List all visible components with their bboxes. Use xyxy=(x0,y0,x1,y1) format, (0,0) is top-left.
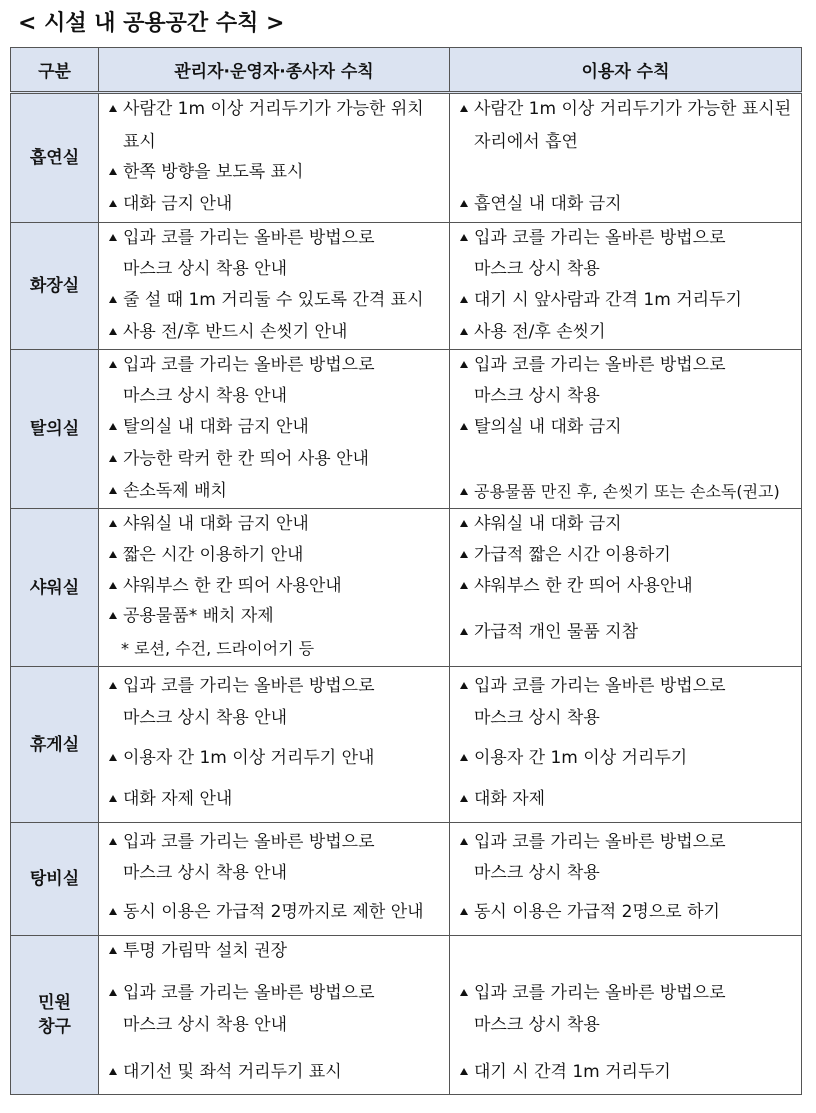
bullet-triangle-icon xyxy=(460,296,468,303)
bullet-triangle-icon xyxy=(109,105,117,112)
bullet-triangle-icon xyxy=(460,551,468,558)
list-item: 입과 코를 가리는 올바른 방법으로 xyxy=(460,223,793,254)
bullet-triangle-icon xyxy=(109,520,117,527)
bullet-triangle-icon xyxy=(460,628,468,635)
list-item: 샤워부스 한 칸 띄어 사용안내 xyxy=(109,571,441,602)
bullet-triangle-icon xyxy=(109,234,117,241)
area-label: 탈의실 xyxy=(11,350,99,509)
user-rules-cell xyxy=(450,936,802,1095)
area-label-line: 창구 xyxy=(38,1017,71,1037)
list-item: 입과 코를 가리는 올바른 방법으로 xyxy=(460,978,793,1009)
list-item: 입과 코를 가리는 올바른 방법으로 xyxy=(460,827,793,858)
bullet-triangle-icon xyxy=(460,795,468,802)
list-item-continuation: 자리에서 흡연 xyxy=(474,132,578,152)
table-row-service-counter xyxy=(11,936,802,1095)
bullet-triangle-icon xyxy=(109,682,117,689)
bullet-triangle-icon xyxy=(460,328,468,335)
list-item: 입과 코를 가리는 올바른 방법으로 xyxy=(109,671,441,702)
list-item: 대화 자제 안내 xyxy=(109,784,441,815)
manager-rules-cell xyxy=(99,936,450,1095)
list-item: 흡연실 내 대화 금지 xyxy=(460,189,793,220)
list-item-continuation: 마스크 상시 착용 xyxy=(474,708,600,728)
rules-table xyxy=(10,47,802,1095)
list-item: 대화 금지 안내 xyxy=(109,189,441,220)
bullet-triangle-icon xyxy=(109,1068,117,1075)
bullet-triangle-icon xyxy=(460,1068,468,1075)
list-item: 가능한 락커 한 칸 띄어 사용 안내 xyxy=(109,444,441,475)
page-title: < 시설 내 공용공간 수칙 > xyxy=(18,11,285,36)
manager-rules-cell xyxy=(99,823,450,936)
list-item: 동시 이용은 가급적 2명까지로 제한 안내 xyxy=(109,897,441,928)
area-label: 흡연실 xyxy=(11,93,99,223)
user-rules-cell xyxy=(450,509,802,667)
bullet-triangle-icon xyxy=(109,168,117,175)
table-row-changing-room xyxy=(11,350,802,509)
user-rules-cell xyxy=(450,223,802,350)
bullet-triangle-icon xyxy=(109,328,117,335)
bullet-triangle-icon xyxy=(109,200,117,207)
list-item: 투명 가림막 설치 권장 xyxy=(109,936,441,967)
list-item: 입과 코를 가리는 올바른 방법으로 xyxy=(109,827,441,858)
list-item: 손소독제 배치 xyxy=(109,476,441,507)
bullet-triangle-icon xyxy=(460,582,468,589)
list-item: 입과 코를 가리는 올바른 방법으로 xyxy=(109,350,441,381)
bullet-triangle-icon xyxy=(109,361,117,368)
header-manager-rules: 관리자·운영자·종사자 수칙 xyxy=(99,48,450,93)
list-item: 사람간 1m 이상 거리두기가 가능한 위치 xyxy=(109,94,441,125)
table-row-shower-room xyxy=(11,509,802,667)
list-item: 입과 코를 가리는 올바른 방법으로 xyxy=(460,671,793,702)
area-label: 탕비실 xyxy=(11,823,99,936)
list-item: 샤워실 내 대화 금지 안내 xyxy=(109,509,441,540)
table-header-row xyxy=(11,48,802,93)
list-item-continuation: 마스크 상시 착용 xyxy=(474,259,600,279)
bullet-triangle-icon xyxy=(460,488,468,495)
bullet-triangle-icon xyxy=(109,908,117,915)
list-item-continuation: 마스크 상시 착용 안내 xyxy=(123,386,288,406)
table-row-restroom xyxy=(11,223,802,350)
bullet-triangle-icon xyxy=(460,754,468,761)
table-row-lounge xyxy=(11,667,802,823)
list-item-continuation: 마스크 상시 착용 안내 xyxy=(123,259,288,279)
list-item: 대기 시 간격 1m 거리두기 xyxy=(460,1057,793,1088)
list-item-continuation: 마스크 상시 착용 안내 xyxy=(123,708,288,728)
list-item: 공용물품 만진 후, 손씻기 또는 손소독(권고) xyxy=(460,476,793,507)
user-rules-cell xyxy=(450,823,802,936)
list-item: 한쪽 방향을 보도록 표시 xyxy=(109,157,441,188)
list-item: 이용자 간 1m 이상 거리두기 안내 xyxy=(109,743,441,774)
bullet-triangle-icon xyxy=(109,487,117,494)
bullet-triangle-icon xyxy=(460,234,468,241)
bullet-triangle-icon xyxy=(109,455,117,462)
footnote: * 로션, 수건, 드라이어기 등 xyxy=(121,639,315,658)
list-item: 대화 자제 xyxy=(460,784,793,815)
list-item: 입과 코를 가리는 올바른 방법으로 xyxy=(109,978,441,1009)
list-item: 샤워부스 한 칸 띄어 사용안내 xyxy=(460,571,793,602)
bullet-triangle-icon xyxy=(460,361,468,368)
bullet-triangle-icon xyxy=(109,423,117,430)
manager-rules-cell xyxy=(99,667,450,823)
list-item: 사용 전/후 반드시 손씻기 안내 xyxy=(109,317,441,348)
list-item: 짧은 시간 이용하기 안내 xyxy=(109,540,441,571)
manager-rules-cell xyxy=(99,509,450,667)
bullet-triangle-icon xyxy=(460,908,468,915)
user-rules-cell xyxy=(450,93,802,223)
list-item-continuation: 마스크 상시 착용 xyxy=(474,386,600,406)
bullet-triangle-icon xyxy=(109,612,117,619)
list-item: 동시 이용은 가급적 2명으로 하기 xyxy=(460,897,793,928)
list-item-continuation: 표시 xyxy=(123,132,156,152)
bullet-triangle-icon xyxy=(109,947,117,954)
bullet-triangle-icon xyxy=(109,551,117,558)
bullet-triangle-icon xyxy=(460,520,468,527)
list-item: 샤워실 내 대화 금지 xyxy=(460,509,793,540)
bullet-triangle-icon xyxy=(109,754,117,761)
list-item-continuation: 마스크 상시 착용 xyxy=(474,863,600,883)
list-item-continuation: 마스크 상시 착용 xyxy=(474,1015,600,1035)
list-item: 탈의실 내 대화 금지 xyxy=(460,412,793,443)
bullet-triangle-icon xyxy=(460,838,468,845)
list-item: 입과 코를 가리는 올바른 방법으로 xyxy=(460,350,793,381)
list-item: 입과 코를 가리는 올바른 방법으로 xyxy=(109,223,441,254)
manager-rules-cell xyxy=(99,350,450,509)
area-label: 화장실 xyxy=(11,223,99,350)
list-item-continuation: 마스크 상시 착용 안내 xyxy=(123,1015,288,1035)
bullet-triangle-icon xyxy=(460,423,468,430)
list-item: 사람간 1m 이상 거리두기가 가능한 표시된 xyxy=(460,94,793,125)
table-row-pantry xyxy=(11,823,802,936)
list-item: 공용물품* 배치 자제 xyxy=(109,601,441,632)
bullet-triangle-icon xyxy=(460,989,468,996)
manager-rules-cell xyxy=(99,93,450,223)
list-item: 대기 시 앞사람과 간격 1m 거리두기 xyxy=(460,285,793,316)
bullet-triangle-icon xyxy=(109,989,117,996)
header-user-rules: 이용자 수칙 xyxy=(450,48,802,93)
list-item: 사용 전/후 손씻기 xyxy=(460,317,793,348)
area-label: 휴게실 xyxy=(11,667,99,823)
area-label-line: 민원 xyxy=(38,993,71,1013)
list-item: 줄 설 때 1m 거리둘 수 있도록 간격 표시 xyxy=(109,285,441,316)
user-rules-cell xyxy=(450,350,802,509)
bullet-triangle-icon xyxy=(109,582,117,589)
list-item: 대기선 및 좌석 거리두기 표시 xyxy=(109,1057,441,1088)
manager-rules-cell xyxy=(99,223,450,350)
bullet-triangle-icon xyxy=(109,795,117,802)
list-item: 탈의실 내 대화 금지 안내 xyxy=(109,412,441,443)
bullet-triangle-icon xyxy=(460,105,468,112)
list-item: 이용자 간 1m 이상 거리두기 xyxy=(460,743,793,774)
user-rules-cell xyxy=(450,667,802,823)
list-item-continuation: 마스크 상시 착용 안내 xyxy=(123,863,288,883)
list-item: 가급적 짧은 시간 이용하기 xyxy=(460,540,793,571)
bullet-triangle-icon xyxy=(109,838,117,845)
table-row-smoking-room xyxy=(11,93,802,223)
header-area: 구분 xyxy=(11,48,99,93)
list-item: 가급적 개인 물품 지참 xyxy=(460,617,793,648)
bullet-triangle-icon xyxy=(460,200,468,207)
bullet-triangle-icon xyxy=(460,682,468,689)
area-label xyxy=(11,936,99,1095)
area-label: 샤워실 xyxy=(11,509,99,667)
bullet-triangle-icon xyxy=(109,296,117,303)
